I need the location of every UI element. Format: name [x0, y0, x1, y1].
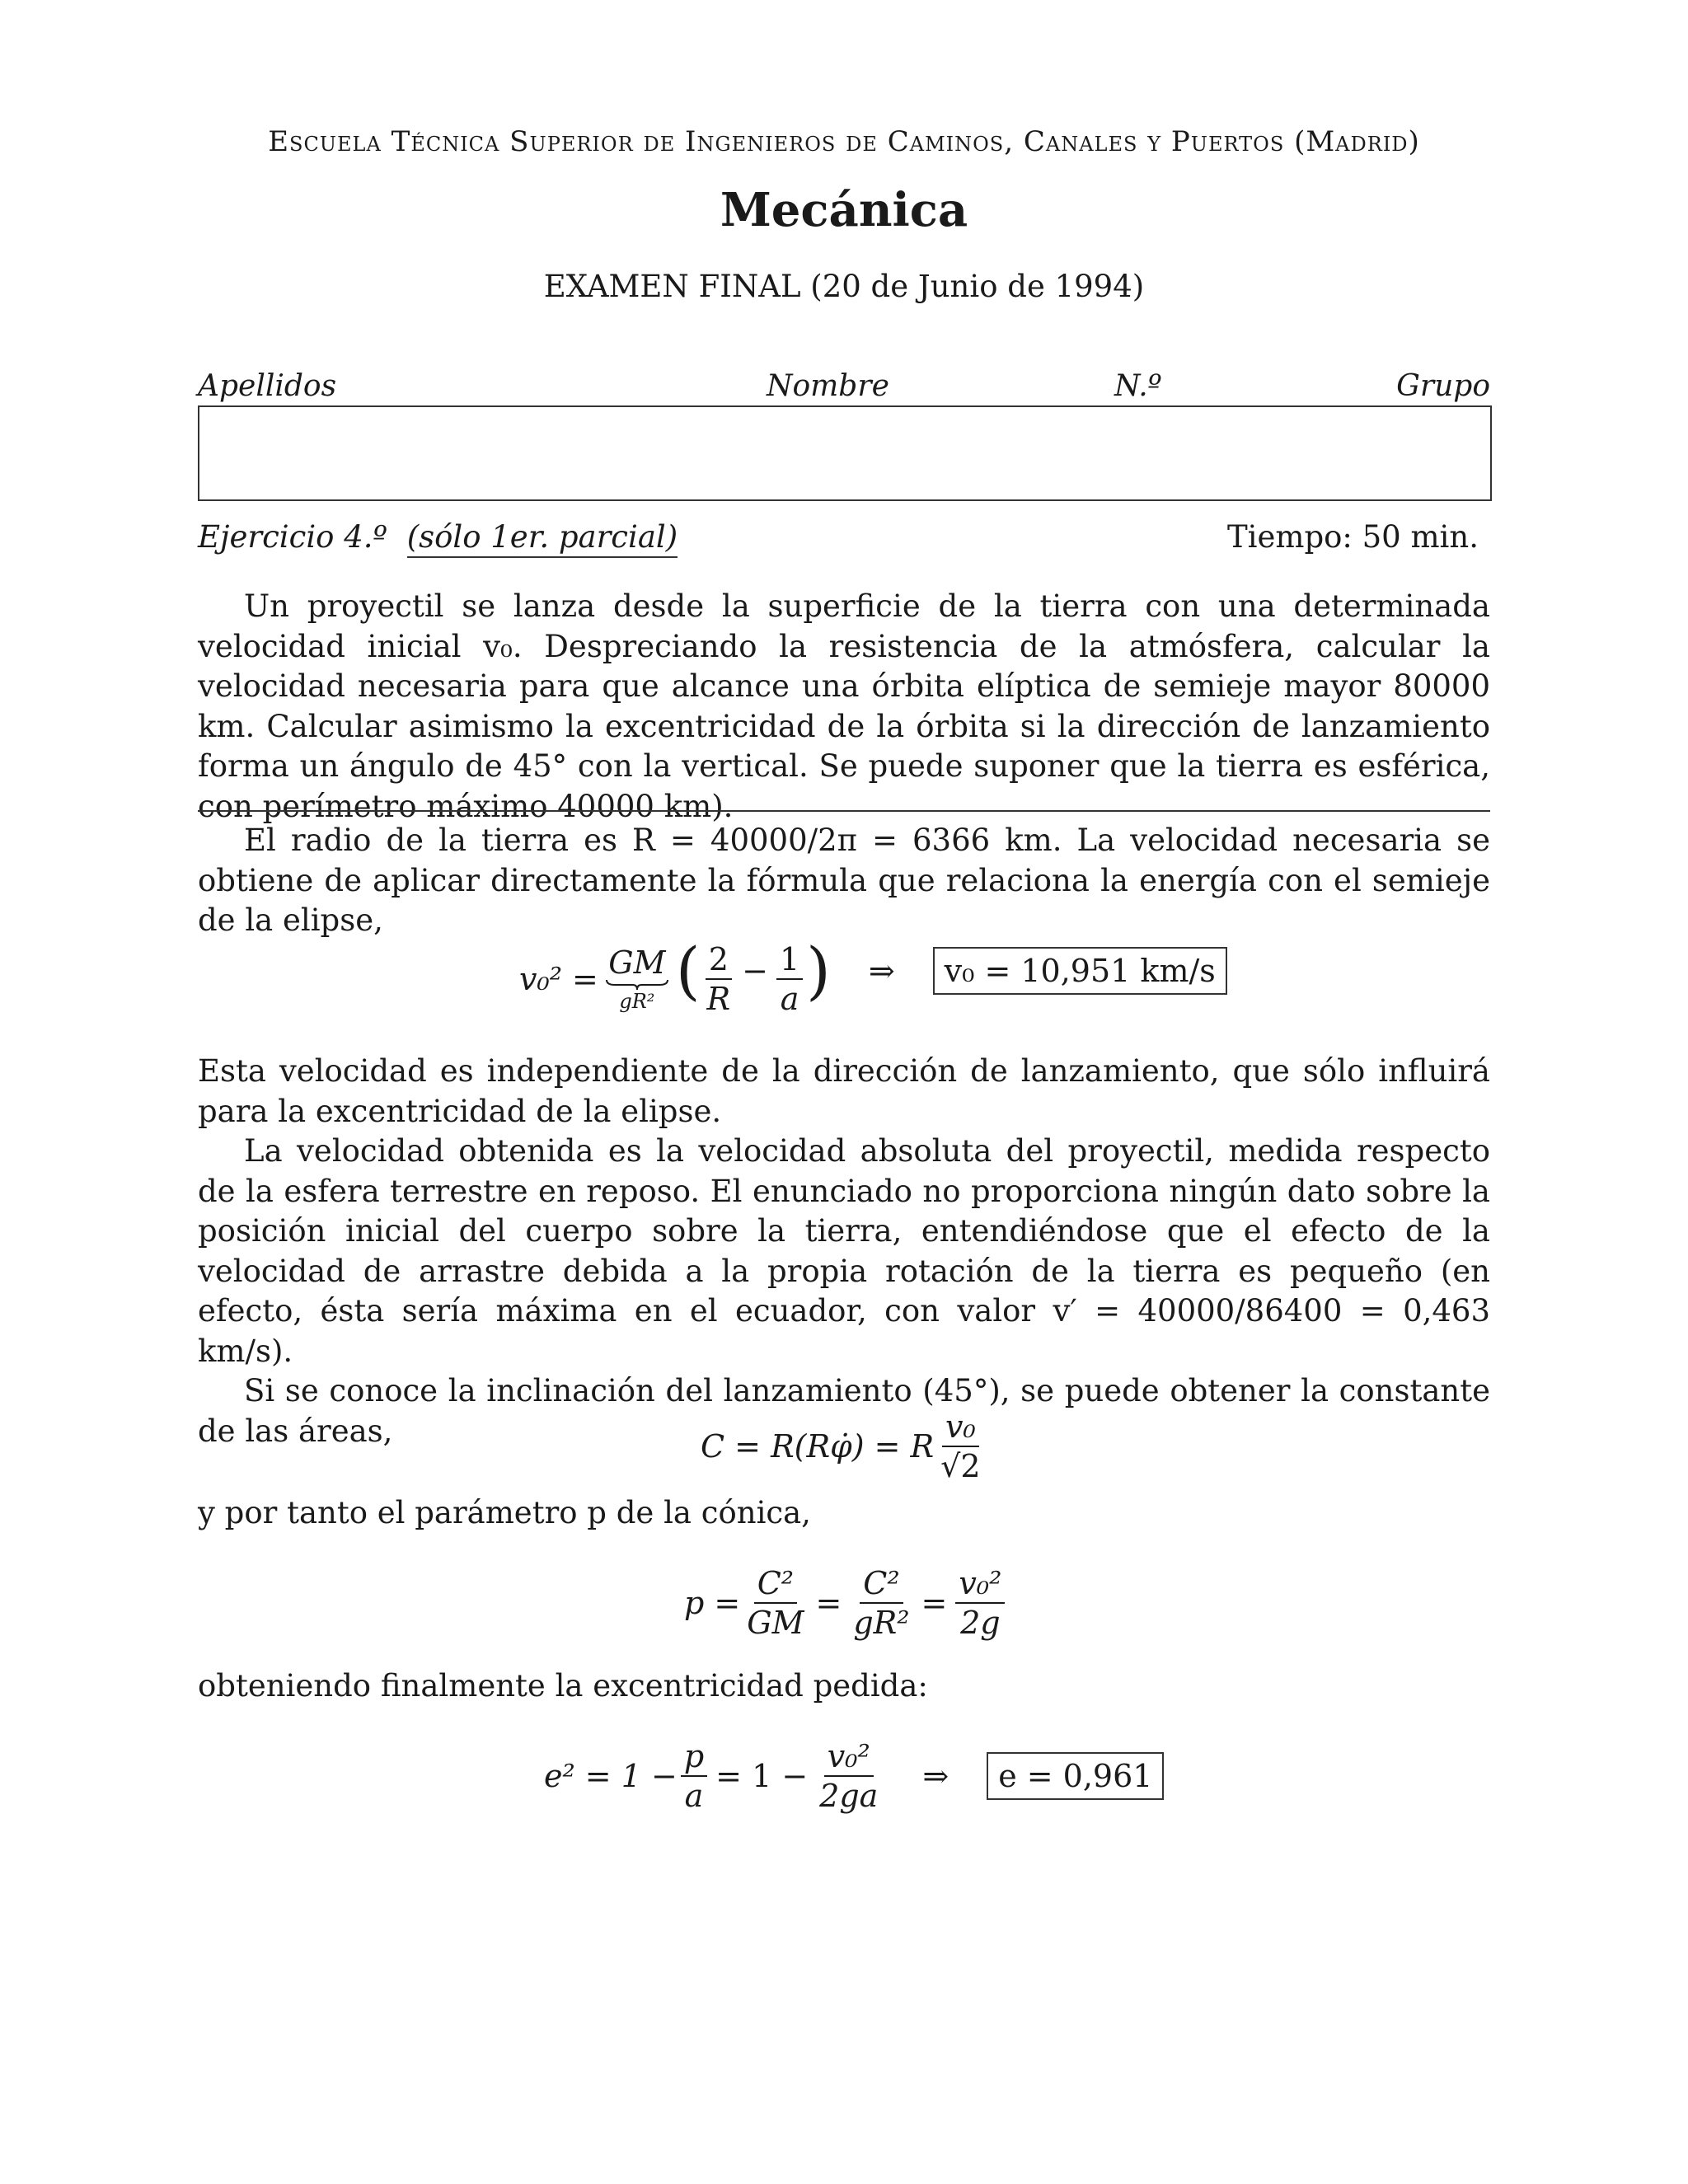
student-fields-header [198, 369, 1490, 410]
fraction-1-over-a: $\frac{1}{a}$ [776, 944, 803, 1015]
equation-areal-constant: C = R(Rφ̇) = R $\frac{\text{v₀}}{√2}$ [701, 1401, 1113, 1492]
problem-statement [198, 587, 1490, 827]
exercise-note: (sólo 1er. parcial) [407, 519, 678, 558]
result-v0: v₀ = 10,951 km/s [933, 947, 1227, 995]
exam-subtitle: EXAMEN FINAL (20 de Junio de 1994) [543, 269, 1145, 304]
student-info-box[interactable] [198, 405, 1492, 501]
exercise-label: Ejercicio 4.º [198, 519, 387, 555]
field-label-apellidos: Apellidos [198, 369, 337, 403]
fraction-v0-over-sqrt2: $\frac{\text{v₀}}{√2}$ [940, 1408, 981, 1484]
equation-eccentricity: e² = 1 − $\frac{p}{a}$ = 1 − $\frac{\text{v₀²}}{2ga}$ ⇒ e = 0,961 [544, 1731, 1203, 1821]
result-eccentricity: e = 0,961 [987, 1752, 1164, 1800]
solution-paragraph-3: y por tanto el parámetro p de la cónica, [198, 1495, 811, 1530]
fraction-2-over-r: $\frac{2}{R}$ [706, 941, 731, 1017]
page-title: Mecánica [720, 183, 968, 237]
right-paren: ) [806, 934, 831, 1007]
solution-paragraph-1: El radio de la tierra es R = 40000/2π = 6366 km. La velocidad necesaria se obtiene de aplicar directamente la fórmula que relaciona la energía con el semieje de la elipse, [198, 823, 1490, 938]
left-paren: ( [675, 934, 701, 1007]
equation-energy: v₀² = GM gR² ( $\frac{2}{R}$ − $\frac{1}{a}$ ) ⇒ v₀ = 10,951 km/s [519, 930, 1261, 1029]
field-label-grupo: Grupo [1396, 369, 1490, 403]
divider [198, 810, 1490, 812]
statement-text: Un proyectil se lanza desde la superficie de la tierra con una determinada velocidad inicial v₀. Despreciando la resistencia de la atmósfera, calcular la velocidad necesaria para que alcance una órbita elíptica de semieje mayor 80000 km. Calcular asimismo la excentricidad de la órbita si la dirección de lanzamiento forma un ángulo de 45° con la vertical. Se puede suponer que la tierra es esférica, con perímetro máximo 40000 km). [198, 588, 1490, 824]
field-label-nombre: Nombre [767, 369, 889, 403]
implies-arrow-2: ⇒ [922, 1758, 950, 1794]
exercise-time: Tiempo: 50 min. [1226, 519, 1479, 555]
school-name: Escuela Técnica Superior de Ingenieros de Caminos, Canales y Puertos (Madrid) [268, 125, 1420, 158]
gm-underbrace: GM gR² [605, 947, 669, 1011]
solution-paragraph-2: Esta velocidad es independiente de la dirección de lanzamiento, que sólo influirá para la excentricidad de la elipse. La velocidad obtenida es la velocidad absoluta del proyectil, medida respecto de la esfera terrestre en reposo. El enunciado no proporciona ningún dato sobre la posición inicial del cuerpo sobre la tierra, entendiéndose que el efecto de la velocidad de arrastre debida a la propia rotación de la tierra es pequeño (en efecto, ésta sería máxima en el ecuador, con valor v′ = 40000/86400 = 0,463 km/s). Si se conoce la inclinación del lanzamiento (45°), se puede obtener la constante de las áreas, [198, 1053, 1490, 1449]
equation-parameter-p: p = $\frac{\text{C²}}{GM}$ = $\frac{\text{C²}}{\text{gR²}}$ = $\frac{\text{v₀²}}{2g}$ [684, 1558, 1096, 1648]
field-label-numero: N.º [1114, 369, 1162, 403]
implies-arrow: ⇒ [868, 953, 895, 989]
exercise-header [198, 519, 1490, 555]
solution-paragraph-4: obteniendo finalmente la excentricidad pedida: [198, 1668, 928, 1704]
